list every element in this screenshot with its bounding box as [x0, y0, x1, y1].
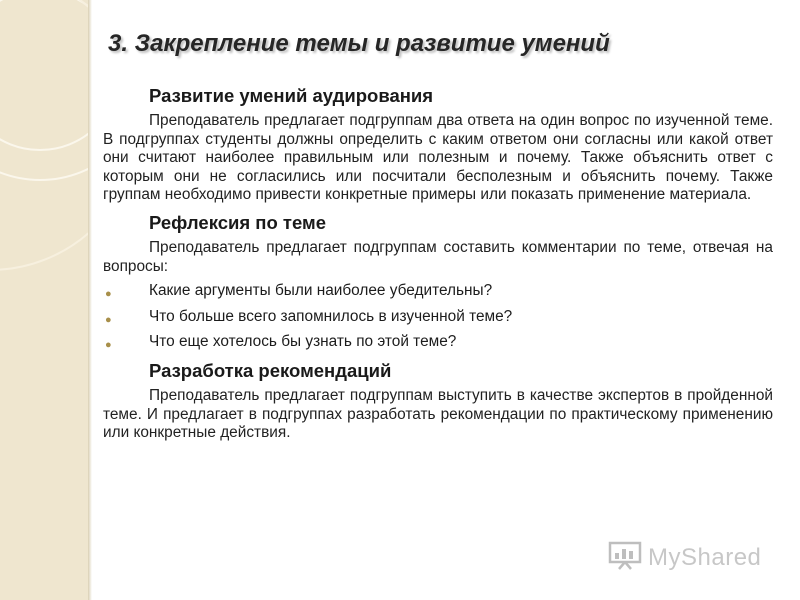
section-heading: Разработка рекомендаций [149, 359, 392, 381]
presentation-board-icon [608, 540, 642, 575]
section-heading: Развитие умений аудирования [149, 85, 434, 106]
slide-content [103, 84, 773, 449]
bullet-icon: ● [105, 339, 112, 352]
list-item-text: Что больше всего запомнилось в изученной теме? [149, 307, 513, 325]
list-item-text: Какие аргументы были наиболее убедительны? [149, 282, 493, 300]
decorative-side-panel [0, 0, 88, 600]
section-paragraph: Преподаватель предлагает подгруппам выступить в качестве экспертов в пройденной теме. И предлагает в подгруппах разработать рекомендации по практическому применению или конкретные действия. [103, 386, 773, 442]
watermark-logo [608, 540, 761, 575]
section-paragraph: Преподаватель предлагает подгруппам составить комментарии по теме, отвечая на вопросы: [103, 238, 773, 275]
section-recommendations [103, 359, 773, 443]
list-item [103, 333, 773, 352]
section-paragraph: Преподаватель предлагает подгруппам два ответа на один вопрос по изученной теме. В подгруппах студенты должны определить с каким ответом они согласны или какой ответ они считают наиболее правильным или полезным и почему. Также объяснить ответ с которым они не согласились или посчитали бесполезным и объяснить почему. Также группам необходимо привести конкретные примеры или показать применение материала. [103, 112, 773, 204]
slide-title: 3. Закрепление темы и развитие умений [108, 30, 610, 57]
watermark-text: MyShared [648, 543, 762, 571]
section-reflection [103, 211, 773, 352]
list-item-text: Что еще хотелось бы узнать по этой теме? [149, 333, 457, 351]
bullet-icon: ● [105, 288, 112, 301]
side-panel-edge [88, 0, 92, 600]
decorative-arcs [0, 0, 88, 600]
section-listening [103, 84, 773, 205]
section-heading: Рефлексия по теме [149, 211, 326, 233]
list-item [103, 282, 773, 301]
list-item [103, 308, 773, 327]
bullet-icon: ● [105, 313, 112, 326]
question-list [103, 282, 773, 352]
